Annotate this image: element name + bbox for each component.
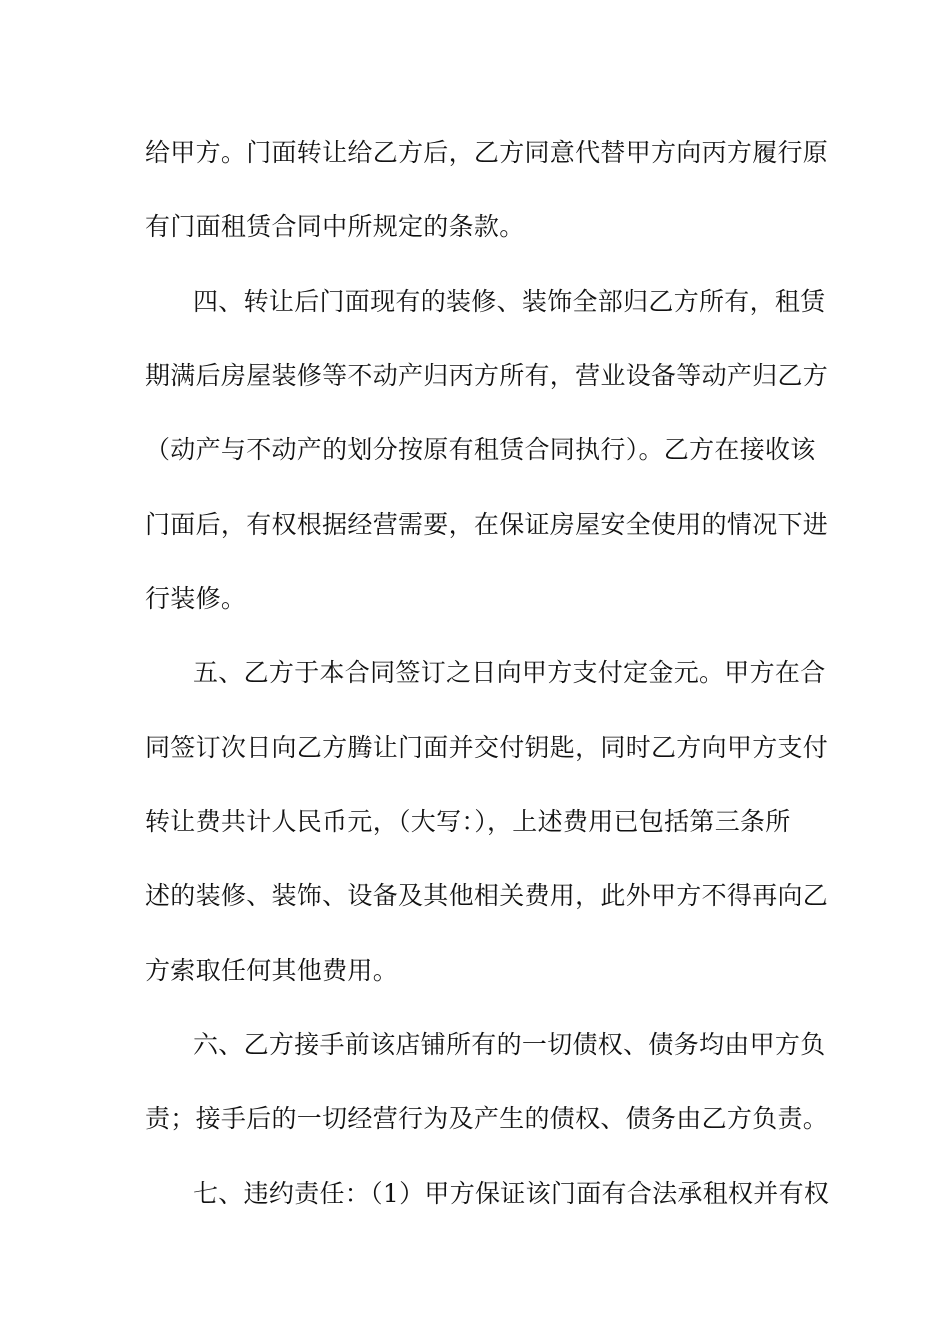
body-text-line: 责；接手后的一切经营行为及产生的债权、债务由乙方负责。 [145, 1104, 829, 1133]
clause-5-line: 五、乙方于本合同签订之日向甲方支付定金元。甲方在合 [193, 658, 826, 687]
clause-7-line: 七、违约责任：（1）甲方保证该门面有合法承租权并有权 [193, 1179, 830, 1208]
body-text-line: 行装修。 [145, 584, 247, 613]
body-text-line: 述的装修、装饰、设备及其他相关费用，此外甲方不得再向乙 [145, 881, 829, 910]
body-text-line: 转让费共计人民币元，（大写：），上述费用已包括第三条所 [145, 807, 791, 836]
body-text-line: 有门面租赁合同中所规定的条款。 [145, 212, 525, 241]
body-text-line: 期满后房屋装修等不动产归丙方所有，营业设备等动产归乙方 [145, 361, 829, 390]
body-text-line: 门面后，有权根据经营需要，在保证房屋安全使用的情况下进 [145, 510, 829, 539]
body-text-line: 方索取任何其他费用。 [145, 956, 399, 985]
body-text-line: （动产与不动产的划分按原有租赁合同执行）。乙方在接收该 [145, 435, 816, 464]
clause-6-line: 六、乙方接手前该店铺所有的一切债权、债务均由甲方负 [193, 1030, 826, 1059]
body-text-line: 给甲方。门面转让给乙方后，乙方同意代替甲方向丙方履行原 [145, 138, 829, 167]
clause-4-line: 四、转让后门面现有的装修、装饰全部归乙方所有，租赁 [193, 287, 826, 316]
body-text-line: 同签订次日向乙方腾让门面并交付钥匙，同时乙方向甲方支付 [145, 733, 829, 762]
